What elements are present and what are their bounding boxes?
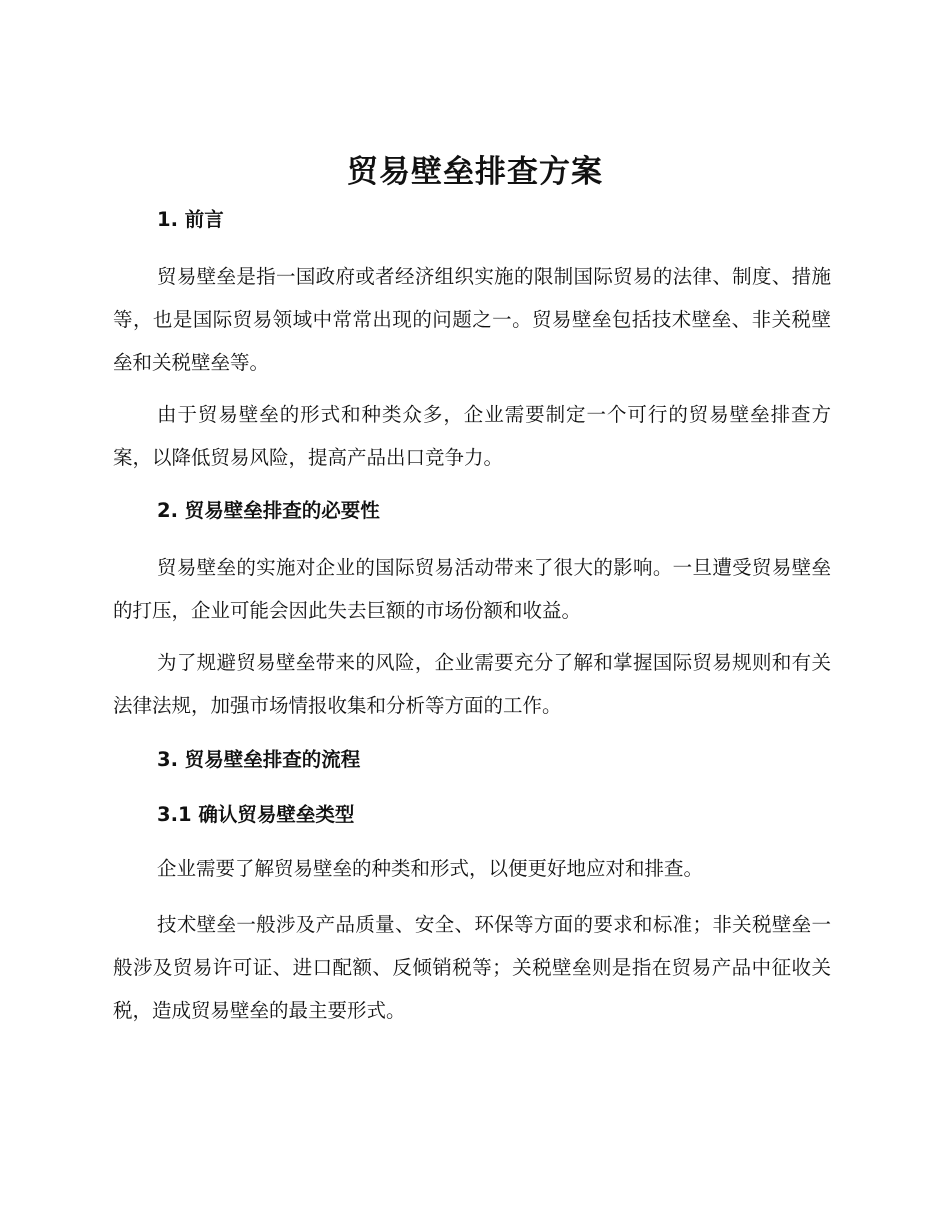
paragraph-confirm-type-2: 技术壁垒一般涉及产品质量、安全、环保等方面的要求和标准；非关税壁垒一般涉及贸易许可证、进口配额、反倾销税等；关税壁垒则是指在贸易产品中征收关税，造成贸易壁垒的最主要形式。 [113, 913, 831, 1022]
paragraph-necessity-2: 为了规避贸易壁垒带来的风险，企业需要充分了解和掌握国际贸易规则和有关法律法规，加强市场情报收集和分析等方面的工作。 [113, 651, 831, 717]
paragraph-preface-1: 贸易壁垒是指一国政府或者经济组织实施的限制国际贸易的法律、制度、措施等，也是国际贸易领域中常常出现的问题之一。贸易壁垒包括技术壁垒、非关税壁垒和关税壁垒等。 [113, 265, 831, 374]
paragraph-confirm-type-1: 企业需要了解贸易壁垒的种类和形式，以便更好地应对和排查。 [157, 857, 704, 880]
paragraph-necessity-1: 贸易壁垒的实施对企业的国际贸易活动带来了很大的影响。一旦遭受贸易壁垒的打压，企业可能会因此失去巨额的市场份额和收益。 [113, 556, 831, 622]
subsection-heading-confirm-type: 3.1 确认贸易壁垒类型 [157, 803, 355, 826]
section-heading-necessity: 2. 贸易壁垒排查的必要性 [157, 499, 380, 522]
paragraph-preface-2: 由于贸易壁垒的形式和种类众多，企业需要制定一个可行的贸易壁垒排查方案，以降低贸易风险，提高产品出口竞争力。 [113, 403, 831, 469]
document-title: 贸易壁垒排查方案 [347, 154, 603, 190]
section-heading-preface: 1. 前言 [157, 208, 224, 231]
section-heading-process: 3. 贸易壁垒排查的流程 [157, 748, 361, 771]
